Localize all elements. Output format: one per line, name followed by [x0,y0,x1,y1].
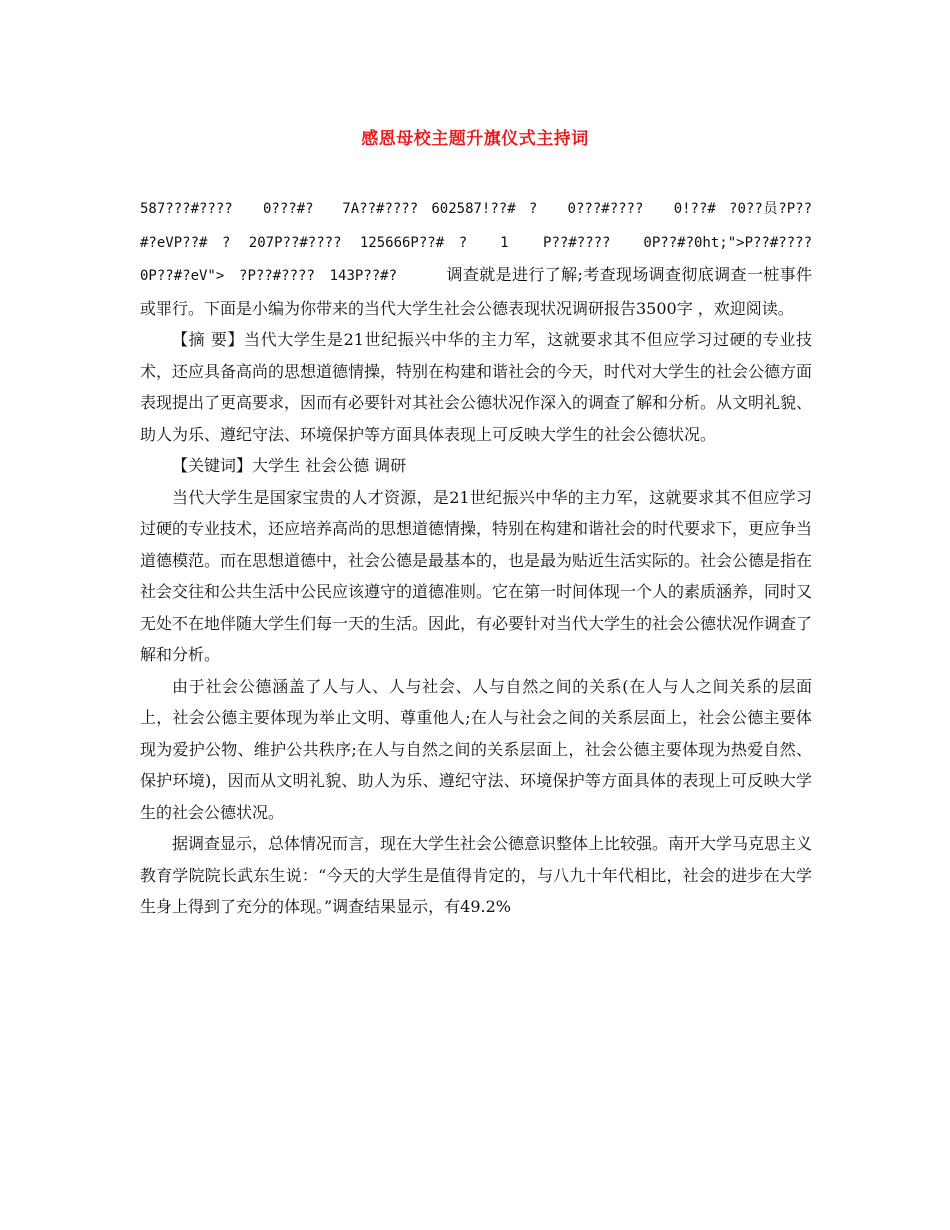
document-body [140,192,839,923]
body-paragraph-2: 由于社会公德涵盖了人与人、人与社会、人与自然之间的关系(在人与人之间关系的层面上，社会公德主要体现为举止文明、尊重他人;在人与社会之间的关系层面上，社会公德主要体现为爱护公物、维护公共秩序;在人与自然之间的关系层面上，社会公德主要体现为热爱自然、保护环境)，因而从文明礼貌、助人为乐、遵纪守法、环境保护等方面具体的表现上可反映大学生的社会公德状况。 [140,676,812,822]
intro-paragraph [140,192,839,324]
abstract-paragraph: 【摘 要】当代大学生是21世纪振兴中华的主力军，这就要求其不但应学习过硬的专业技术，还应具备高尚的思想道德情操，特别在构建和谐社会的今天，时代对大学生的社会公德方面表现提出了更高要求，因而有必要针对其社会公德状况作深入的调查了解和分析。从文明礼貌、助人为乐、遵纪守法、环境保护等方面具体表现上可反映大学生的社会公德状况。 [140,330,813,444]
body-paragraph-3: 据调查显示，总体情况而言，现在大学生社会公德意识整体上比较强。南开大学马克思主义教育学院院长武东生说：“今天的大学生是值得肯定的，与八九十年代相比，社会的进步在大学生身上得到了充分的体现。”调查结果显示，有49.2% [140,834,813,916]
intro-text: 调查就是进行了解;考查现场调查彻底调查一桩事件或罪行。下面是小编为你带来的当代大学生社会公德表现状况调研报告3500字 ，欢迎阅读。 [140,265,812,318]
garbled-code-text: 587???#???? 0???#? 7A??#???? 602587!??# ? 0???#???? 0!??# ?0??员?P??#?eVP??# ? 207P??#???? 125666P??# ? 1 P??#???? 0P??#?0ht;">P??#???? 0P??#?eV"> ?P??#???? 143P??#? [140,201,839,284]
keywords-paragraph: 【关键词】大学生 社会公德 调研 [172,456,407,475]
document-title: 感恩母校主题升旗仪式主持词 [361,129,589,149]
body-paragraph-1: 当代大学生是国家宝贵的人才资源，是21世纪振兴中华的主力军，这就要求其不但应学习过硬的专业技术，还应培养高尚的思想道德情操，特别在构建和谐社会的时代要求下，更应争当道德模范。而在思想道德中，社会公德是最基本的，也是最为贴近生活实际的。社会公德是指在社会交往和公共生活中公民应该遵守的道德准则。它在第一时间体现一个人的素质涵养，同时又无处不在地伴随大学生们每一天的生活。因此，有必要针对当代大学生的社会公德状况作调查了解和分析。 [140,487,813,664]
